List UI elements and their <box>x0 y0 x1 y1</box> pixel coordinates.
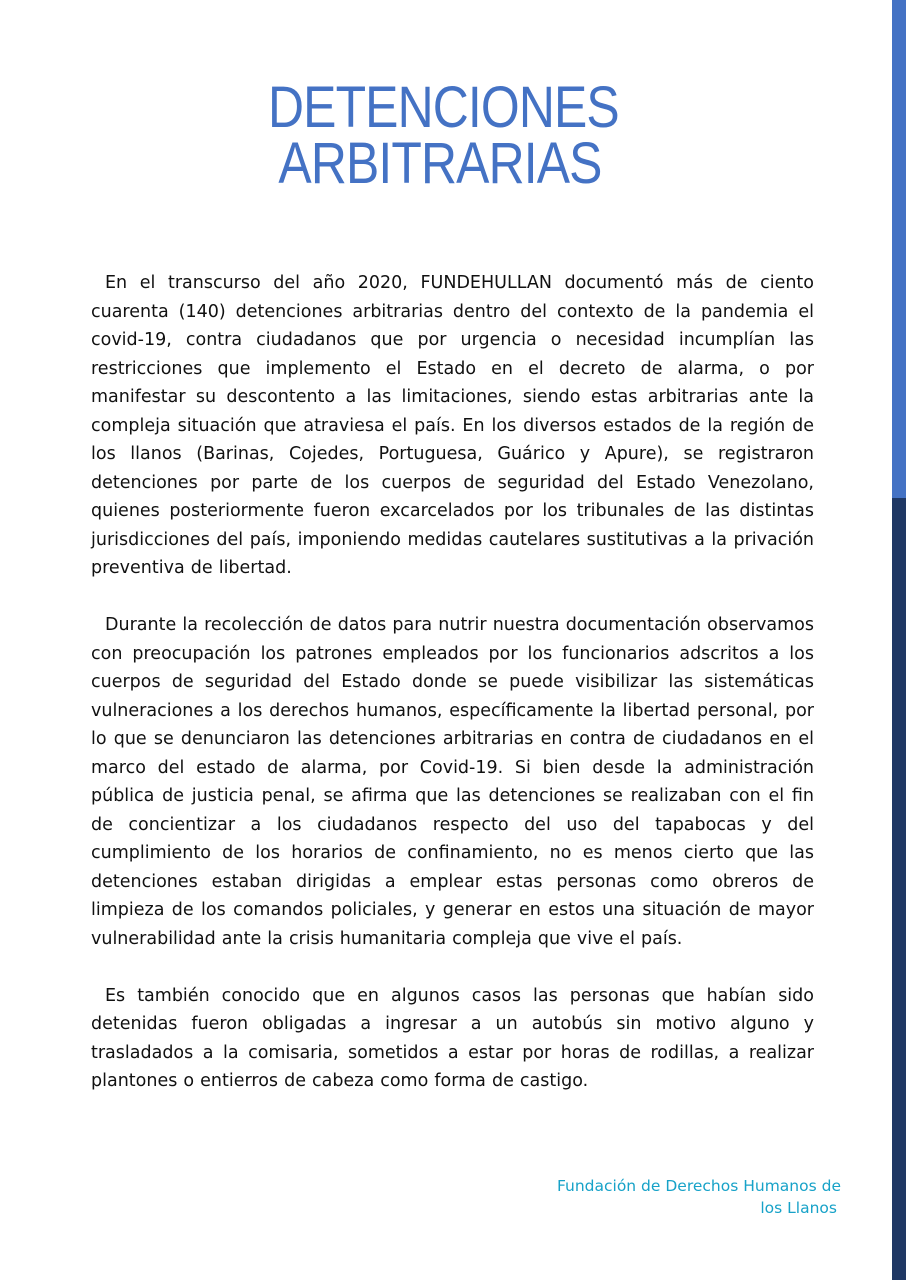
title-line-2: ARBITRARIAS <box>278 131 602 196</box>
paragraph-1: En el transcurso del año 2020, FUNDEHULLAN documentó más de ciento cuarenta (140) detenciones arbitrarias dentro del contexto de la pandemia el covid-19, contra ciudadanos que por urgencia o necesidad incumplían las restricciones que implemento el Estado en el decreto de alarma, o por manifestar su descontento a las limitaciones, siendo estas arbitrarias ante la compleja situación que atraviesa el país. En los diversos estados de la región de los llanos (Barinas, Cojedes, Portuguesa, Guárico y Apure), se registraron detenciones por parte de los cuerpos de seguridad del Estado Venezolano, quienes posteriormente fueron excarcelados por los tribunales de las distintas jurisdicciones del país, imponiendo medidas cautelares sustitutivas a la privación preventiva de libertad. <box>91 273 814 578</box>
side-accent-bar-top <box>892 0 906 498</box>
paragraph-2: Durante la recolección de datos para nutrir nuestra documentación observamos con preocupación los patrones empleados por los funcionarios adscritos a los cuerpos de seguridad del Estado donde se puede visibilizar las sistemáticas vulneraciones a los derechos humanos, específicamente la libertad personal, por lo que se denunciaron las detenciones arbitrarias en contra de ciudadanos en el marco del estado de alarma, por Covid-19. Si bien desde la administración pública de justicia penal, se afirma que las detenciones se realizaban con el fin de concientizar a los ciudadanos respecto del uso del tapabocas y del cumplimiento de los horarios de confinamiento, no es menos cierto que las detenciones estaban dirigidas a emplear estas personas como obreros de limpieza de los comandos policiales, y generar en estos una situación de mayor vulnerabilidad ante la crisis humanitaria compleja que vive el país. <box>91 615 814 949</box>
footer-line-2: los Llanos <box>760 1199 837 1217</box>
side-accent-bar-bottom <box>892 498 906 1280</box>
footer-organization <box>540 1175 841 1219</box>
page-title <box>268 75 619 196</box>
title-line-1: DETENCIONES <box>268 75 619 140</box>
footer-line-1: Fundación de Derechos Humanos de <box>556 1177 841 1195</box>
document-body <box>91 269 814 1124</box>
paragraph-3: Es también conocido que en algunos casos las personas que habían sido detenidas fueron obligadas a ingresar a un autobús sin motivo alguno y trasladados a la comisaria, sometidos a estar por horas de rodillas, a realizar plantones o entierros de cabeza como forma de castigo. <box>91 985 814 1091</box>
